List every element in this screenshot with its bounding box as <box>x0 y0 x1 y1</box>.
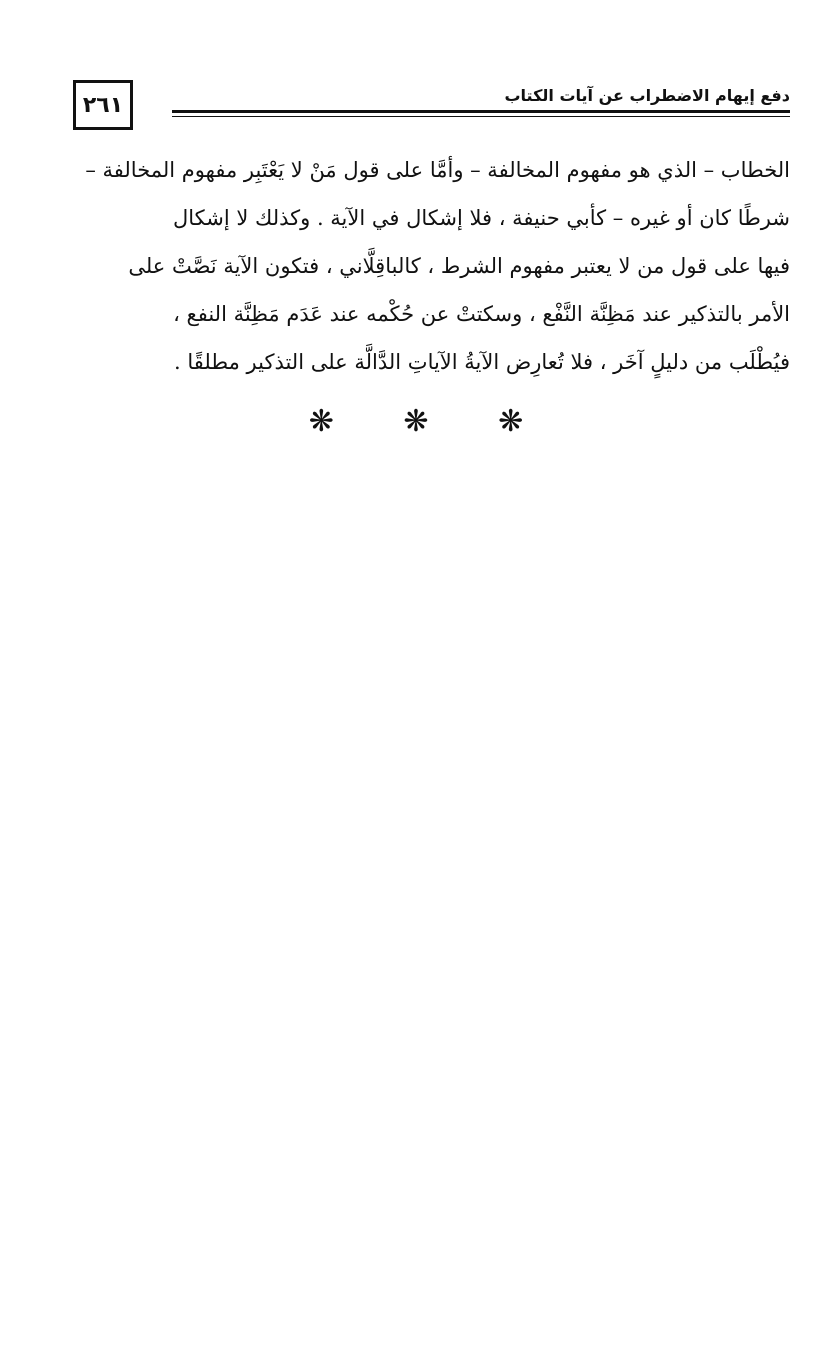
running-header-title: دفع إيهام الاضطراب عن آيات الكتاب <box>504 86 790 105</box>
header-rule-thick <box>172 110 790 113</box>
body-paragraph <box>72 146 790 386</box>
section-separator-stars: ❋ ❋ ❋ <box>308 404 554 439</box>
body-line: الخطاب – الذي هو مفهوم المخالفة – وأمَّا على قول مَنْ لا يَعْتَبِر مفهوم المخالفة – <box>85 158 790 182</box>
body-line: شرطًا كان أو غيره – كأبي حنيفة ، فلا إشكال في الآية . وكذلك لا إشكال <box>173 206 790 230</box>
page-number: ٢٦١ <box>73 80 133 130</box>
header-rule-thin <box>172 116 790 117</box>
body-line: فيُطْلَب من دليلٍ آخَر ، فلا تُعارِض الآيةُ الآياتِ الدَّالَّة على التذكير مطلقًا . <box>174 350 790 374</box>
body-line: فيها على قول من لا يعتبر مفهوم الشرط ، كالباقِلَّاني ، فتكون الآية نَصَّتْ على <box>128 254 790 278</box>
body-line: الأمر بالتذكير عند مَظِنَّة النَّفْع ، وسكتتْ عن حُكْمه عند عَدَم مَظِنَّة النفع ، <box>173 302 790 326</box>
